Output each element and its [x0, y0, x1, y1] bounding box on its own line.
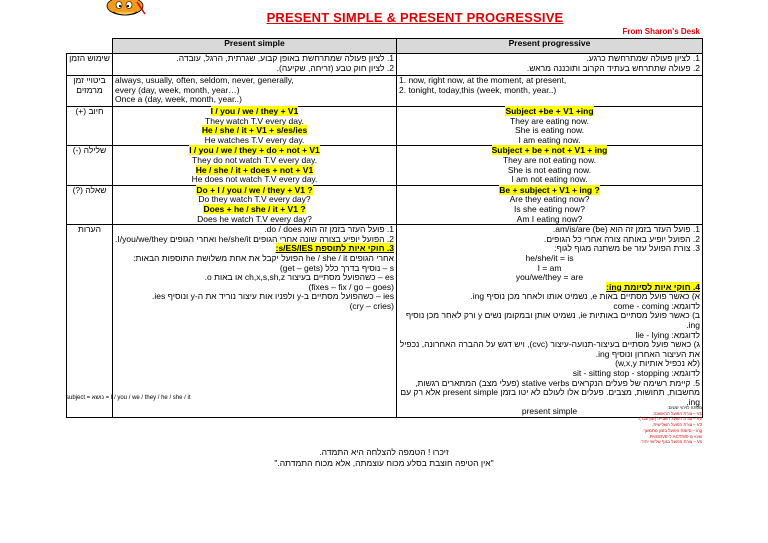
corner-cell: [67, 39, 113, 54]
positive-simple-rule-2: He / she / it + V1 + s/es/ies: [201, 125, 308, 136]
side-notes: מפתח לזיהוי זמנים: V1 – צורת הפועל הראשונה. V2 – צורת הפועל השנייה (זמן עבר). V3 – צורת הפועל השלישית. ing – סיומת הפועל בזמן מתמשך. שינוי מ-ACTIVE ל-PASSIVE. Vs – צורת הפועל בגוף שלישי יחיד.: [638, 405, 702, 445]
positive-progressive: Subject +be + V1 +ing They are eating now. She is eating now. I am eating now.: [397, 107, 703, 146]
time-expr-simple: always, usually, often, seldom, never, generally, every (day, week, month, year…) Once a (day, week, month, year..): [113, 76, 397, 107]
notes-progressive: 1. פועל העזר בזמן זה הוא am/is/are (be). 2. הפועל יופיע באותה צורה אחרי כל הגופים. 3. צורת הפועל עזר be משתנה מגוף לגוף: he/she/it = is I = am you/we/they = are 4. חוקי איות לסיומת ing: א) כאשר פועל מסתיים באות e, נשמיט אותו ולאחר מכן נוסיף ing. לדוגמא: come - coming ב) כאשר פועל מסתיים באותיות ie, נשמיט אותן ובמקומן נשים y ורק לאחר מכן נוסיף ing. לדוגמא: lie - lying ג) כאשר פועל מסתיים בעיצור-תנועה-עיצור (cvc), ויש דגש על ההברה האחרונה, נכפיל את העיצור האחרון ונוסיף ing. (לא נכפיל אותיות w,x,y) לדוגמא: sit - sitting stop - stopping 5. קיימת רשימה של פעלים הנקראים stative verbs (פעלי מצב) המתארים רגשות, מחשבות, תחושות, מצבים. פעלים אלו לעולם לא יטו בזמן present simple אלא רק עם ing. present simple: [397, 225, 703, 418]
question-progressive: Be + subject + V1 + ing ? Are they eating now? Is she eating now? Am I eating now?: [397, 185, 703, 224]
row-time-expressions: [67, 76, 703, 107]
header-simple: Present simple: [113, 39, 397, 54]
question-simple: Do + I / you / we / they + V1 ? Do they watch T.V every day? Does + he / she / it + V1 ? Does he watch T.V every day?: [113, 185, 397, 224]
row-negative: [67, 146, 703, 185]
time-expr-progressive: 1. now, right now, at the moment, at present, 2. tonight, today,this (week, month, year..): [397, 76, 703, 107]
row-notes: [67, 225, 703, 418]
row-usage: [67, 54, 703, 76]
positive-progressive-rule: Subject +be + V1 +ing: [505, 106, 594, 116]
author-credit: From Sharon's Desk: [622, 27, 700, 36]
label-usage: שימוש הזמן: [67, 54, 113, 76]
row-positive: [67, 107, 703, 146]
usage-progressive: 1. לציון פעולה שמתרחשת כרגע. 2. פעולה שתתרחש בעתיד הקרוב ותוכננה מראש.: [397, 54, 703, 76]
label-positive: חיוב (+): [67, 107, 113, 146]
row-question: [67, 185, 703, 224]
page-title: PRESENT SIMPLE & PRESENT PROGRESSIVE: [266, 10, 564, 25]
notes-simple: 1. פועל העזר בזמן זה הוא do / does. 2. הפועל יופיע בצורה שונה אחרי הגופים he/she/it ואחרי הגופים I/you/we/they. 3. חוקי איות לתוספת s/ES/IES: אחרי הגופים he / she / it הפועל יקבל את אחת משלושת התוספות הבאות: s – נוסיף בדרך כלל (get – gets) es – כשהפועל מסתיים בעיצור ch,x,s,sh,z או באות o. (fixes – fix / go – goes) ies – כשהפועל מסתיים ב-y ולפניו אות עיצור נוריד את ה-y ונוסיף ies. (cry – cries): [113, 225, 397, 418]
negative-progressive-rule: Subject + be + not + V1 + ing: [491, 145, 608, 156]
negative-simple-rule-1: I / you / we / they + do + not + V1: [189, 145, 320, 156]
label-time-expressions: ביטויי זמן מרמזים: [67, 76, 113, 107]
header-progressive: Present progressive: [397, 39, 703, 54]
negative-simple: I / you / we / they + do + not + V1 They do not watch T.V every day. He / she / it + does + not + V1 He does not watch T.V every day.: [113, 146, 397, 185]
positive-simple-example-1: They watch T.V every day.: [205, 115, 304, 126]
question-simple-rule-1: Do + I / you / we / they + V1 ?: [196, 184, 313, 195]
subject-note: subject = נושא = I / you / we / they / he / she / it: [66, 395, 191, 401]
positive-simple-rule-1: I / you / we / they + V1: [210, 106, 299, 116]
positive-simple-example-2: He watches T.V every day.: [204, 134, 305, 145]
label-notes: הערות: [67, 225, 113, 418]
tenses-table: [66, 38, 703, 418]
label-negative: שלילה (-): [67, 146, 113, 185]
question-progressive-rule: Be + subject + V1 + ing ?: [499, 184, 600, 195]
usage-simple: 1. לציון פעולה שמתרחשת באופן קבוע, שגרתית, הרגל, עובדה. 2. לציון חוק טבע (זריחה, שקיעה).: [113, 54, 397, 76]
label-question: שאלה (?): [67, 185, 113, 224]
negative-simple-rule-2: He / she / it + does + not + V1: [195, 164, 314, 175]
positive-simple: [113, 107, 397, 146]
question-simple-rule-2: Does + he / she / it + V1 ?: [203, 203, 306, 214]
header-row: [67, 39, 703, 54]
negative-progressive: Subject + be + not + V1 + ing They are not eating now. She is not eating now. I am not eating now.: [397, 146, 703, 185]
remember-quote: זיכרו ! הטמפה להצלחה היא התמדה. "אין הטיפה חוצבת בסלע מכוח עוצמתה, אלא מכוח התמדתה.": [274, 447, 494, 468]
